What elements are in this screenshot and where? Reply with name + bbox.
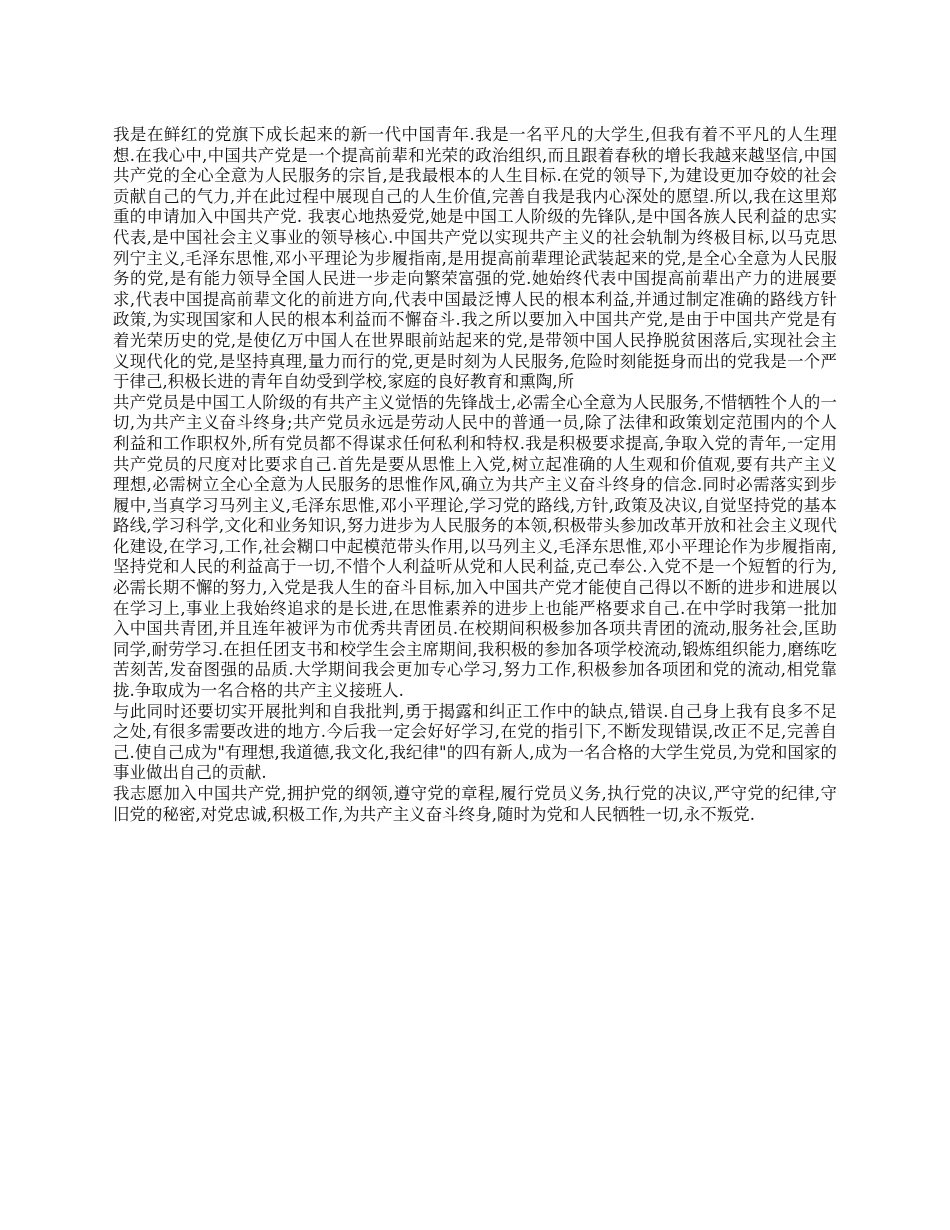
paragraph-4: 我志愿加入中国共产党,拥护党的纲领,遵守党的章程,履行党员义务,执行党的决议,严守党的纪律,守旧党的秘密,对党忠诚,积极工作,为共产主义奋斗终身,随时为党和人民牺牲一切,永不叛党. [113, 784, 837, 824]
paragraph-3: 与此同时还要切实开展批判和自我批判,勇于揭露和纠正工作中的缺点,错误.自己身上我有良多不足之处,有很多需要改进的地方.今后我一定会好好学习,在党的指引下,不断发现错误,改正不足,完善自己.使自己成为"有理想,我道德,我文化,我纪律"的四有新人,成为一名合格的大学生党员,为党和国家的事业做出自己的贡献. [113, 701, 837, 783]
paragraph-2: 共产党员是中国工人阶级的有共产主义觉悟的先锋战士,必需全心全意为人民服务,不惜牺牲个人的一切,为共产主义奋斗终身;共产党员永远是劳动人民中的普通一员,除了法律和政策划定范围内的个人利益和工作职权外,所有党员都不得谋求任何私利和特权.我是积极要求提高,争取入党的青年,一定用共产党员的尺度对比要求自己.首先是要从思惟上入党,树立起准确的人生观和价值观,要有共产主义理想,必需树立全心全意为人民服务的思惟作风,确立为共产主义奋斗终身的信念.同时必需落实到步履中,当真学习马列主义,毛泽东思惟,邓小平理论,学习党的路线,方针,政策及决议,自觉坚持党的基本路线,学习科学,文化和业务知识,努力进步为人民服务的本领,积极带头参加改革开放和社会主义现代化建设,在学习,工作,社会糊口中起模范带头作用,以马列主义,毛泽东思惟,邓小平理论作为步履指南,坚持党和人民的利益高于一切,不惜个人利益听从党和人民利益,克己奉公.入党不是一个短暂的行为,必需长期不懈的努力,入党是我人生的奋斗目标,加入中国共产党才能使自己得以不断的进步和进展以在学习上,事业上我始终追求的是长进,在思惟素养的进步上也能严格要求自己.在中学时我第一批加入中国共青团,并且连年被评为市优秀共青团员.在校期间积极参加各项共青团的流动,服务社会,匡助同学,耐劳学习.在担任团支书和校学生会主席期间,我积极的参加各项学校流动,锻炼组织能力,磨练吃苦刻苦,发奋图强的品质.大学期间我会更加专心学习,努力工作,积极参加各项团和党的流动,相党靠拢.争取成为一名合格的共产主义接班人. [113, 392, 837, 701]
document-body [113, 125, 837, 825]
paragraph-1: 我是在鲜红的党旗下成长起来的新一代中国青年.我是一名平凡的大学生,但我有着不平凡的人生理想.在我心中,中国共产党是一个提高前辈和光荣的政治组织,而且跟着春秋的增长我越来越坚信,中国共产党的全心全意为人民服务的宗旨,是我最根本的人生目标.在党的领导下,为建设更加夺姣的社会贡献自己的气力,并在此过程中展现自己的人生价值,完善自我是我内心深处的愿望.所以,我在这里郑重的申请加入中国共产党. 我衷心地热爱党,她是中国工人阶级的先锋队,是中国各族人民利益的忠实代表,是中国社会主义事业的领导核心.中国共产党以实现共产主义的社会轨制为终极目标,以马克思列宁主义,毛泽东思惟,邓小平理论为步履指南,是用提高前辈理论武装起来的党,是全心全意为人民服务的党,是有能力领导全国人民进一步走向繁荣富强的党.她始终代表中国提高前辈出产力的进展要求,代表中国提高前辈文化的前进方向,代表中国最泛博人民的根本利益,并通过制定准确的路线方针政策,为实现国家和人民的根本利益而不懈奋斗.我之所以要加入中国共产党,是由于中国共产党是有着光荣历史的党,是使亿万中国人在世界眼前站起来的党,是带领中国人民挣脱贫困落后,实现社会主义现代化的党,是坚持真理,量力而行的党,更是时刻为人民服务,危险时刻能挺身而出的党我是一个严于律己,积极长进的青年自幼受到学校,家庭的良好教育和熏陶,所 [113, 125, 837, 392]
